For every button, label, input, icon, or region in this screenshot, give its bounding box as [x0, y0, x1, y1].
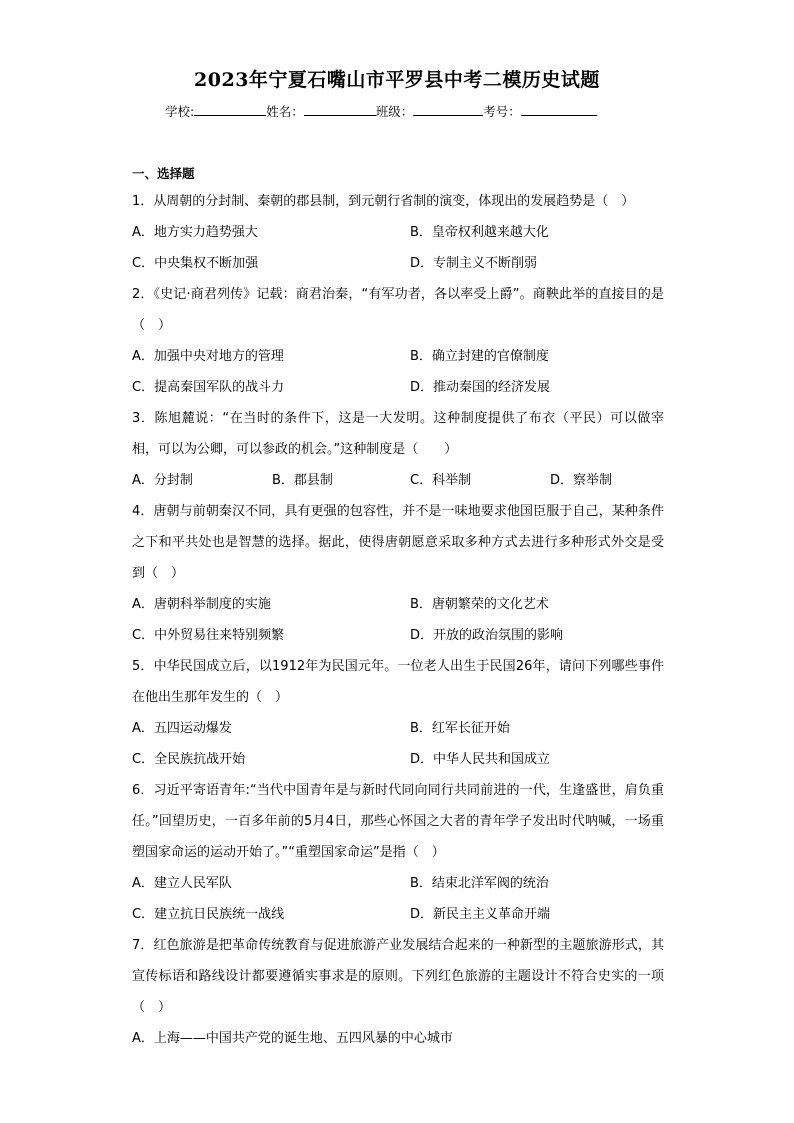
question-2	[132, 279, 664, 403]
exam-title: 2023年宁夏石嘴山市平罗县中考二模历史试题	[194, 69, 600, 91]
question-stem: 1．从周朝的分封制、秦朝的郡县制，到元朝行省制的演变，体现出的发展趋势是（ ）	[132, 194, 635, 209]
option-d[interactable]: D．开放的政治氛围的影响	[410, 628, 564, 643]
option-d[interactable]: D．专制主义不断削弱	[410, 256, 538, 271]
question-stem: 2．《史记·商君列传》记载：商君治秦，“有军功者，各以率受上爵”。商鞅此举的直接目的是（ ）	[132, 287, 664, 333]
question-stem: 4．唐朝与前朝秦汉不同，具有更强的包容性，并不是一味地要求他国臣服于自己，某种条件之下和平共处也是智慧的选择。据此，使得唐朝愿意采取多种方式去进行多种形式外交是受到（ ）	[132, 504, 664, 581]
option-b[interactable]: B．红军长征开始	[410, 721, 510, 736]
school-label: 学校:	[165, 104, 195, 119]
section-heading: 一、选择题	[132, 166, 195, 181]
option-row	[132, 465, 664, 496]
option-a[interactable]: A．分封制	[132, 473, 193, 488]
option-a[interactable]: A．加强中央对地方的管理	[132, 349, 284, 364]
question-section	[132, 164, 664, 1054]
option-grid	[132, 868, 664, 930]
option-d[interactable]: D．推动秦国的经济发展	[410, 380, 551, 395]
name-blank[interactable]	[304, 103, 376, 116]
exam-no-label: 考号：	[483, 104, 521, 119]
option-c[interactable]: C．中外贸易往来特别频繁	[132, 628, 285, 643]
option-grid	[132, 589, 664, 651]
name-label: 姓名：	[266, 104, 304, 119]
option-a[interactable]: A．上海——中国共产党的诞生地、五四风暴的中心城市	[132, 1031, 453, 1046]
class-blank[interactable]	[413, 103, 483, 116]
question-stem: 3．陈旭麓说：“在当时的条件下，这是一大发明。这种制度提供了布衣（平民）可以做宰相，可以为公卿，可以参政的机会。”这种制度是（ ）	[132, 411, 664, 457]
option-grid	[132, 217, 664, 279]
option-grid	[132, 341, 664, 403]
option-a[interactable]: A．建立人民军队	[132, 876, 232, 891]
question-3	[132, 403, 664, 496]
class-label: 班级：	[375, 104, 414, 119]
option-d[interactable]: D．察举制	[550, 473, 613, 488]
option-b[interactable]: B．皇帝权利越来越大化	[410, 225, 549, 240]
question-6	[132, 775, 664, 930]
option-b[interactable]: B．确立封建的官僚制度	[410, 349, 549, 364]
question-stem: 5．中华民国成立后，以1912年为民国元年。一位老人出生于民国26年，请问下列哪些事件在他出生那年发生的（ ）	[132, 659, 664, 705]
question-stem: 6．习近平寄语青年:“当代中国青年是与新时代同向同行共同前进的一代，生逢盛世，肩负重任。”回望历史，一百多年前的5月4日，那些心怀国之大者的青年学子发出时代呐喊，一场重塑国家命运的运动开始了。”“重塑国家命运”是指（ ）	[132, 783, 664, 860]
option-c[interactable]: C．提高秦国军队的战斗力	[132, 380, 285, 395]
exam-no-blank[interactable]	[521, 103, 597, 116]
question-7	[132, 930, 664, 1054]
student-info-line	[165, 103, 597, 121]
question-5	[132, 651, 664, 775]
school-blank[interactable]	[194, 103, 266, 116]
option-d[interactable]: D．中华人民共和国成立	[410, 752, 551, 767]
option-b[interactable]: B．郡县制	[272, 473, 333, 488]
question-1	[132, 186, 664, 279]
option-grid	[132, 713, 664, 775]
option-b[interactable]: B．唐朝繁荣的文化艺术	[410, 597, 549, 612]
option-d[interactable]: D．新民主主义革命开端	[410, 907, 551, 922]
option-c[interactable]: C．科举制	[410, 473, 472, 488]
option-c[interactable]: C．全民族抗战开始	[132, 752, 246, 767]
question-stem: 7．红色旅游是把革命传统教育与促进旅游产业发展结合起来的一种新型的主题旅游形式，其宣传标语和路线设计都要遵循实事求是的原则。下列红色旅游的主题设计不符合史实的一项（ ）	[132, 938, 664, 1015]
option-c[interactable]: C．建立抗日民族统一战线	[132, 907, 285, 922]
option-a[interactable]: A．地方实力趋势强大	[132, 225, 258, 240]
option-b[interactable]: B．结束北洋军阀的统治	[410, 876, 549, 891]
question-4	[132, 496, 664, 651]
option-a[interactable]: A．唐朝科举制度的实施	[132, 597, 271, 612]
option-c[interactable]: C．中央集权不断加强	[132, 256, 259, 271]
option-a[interactable]: A．五四运动爆发	[132, 721, 232, 736]
